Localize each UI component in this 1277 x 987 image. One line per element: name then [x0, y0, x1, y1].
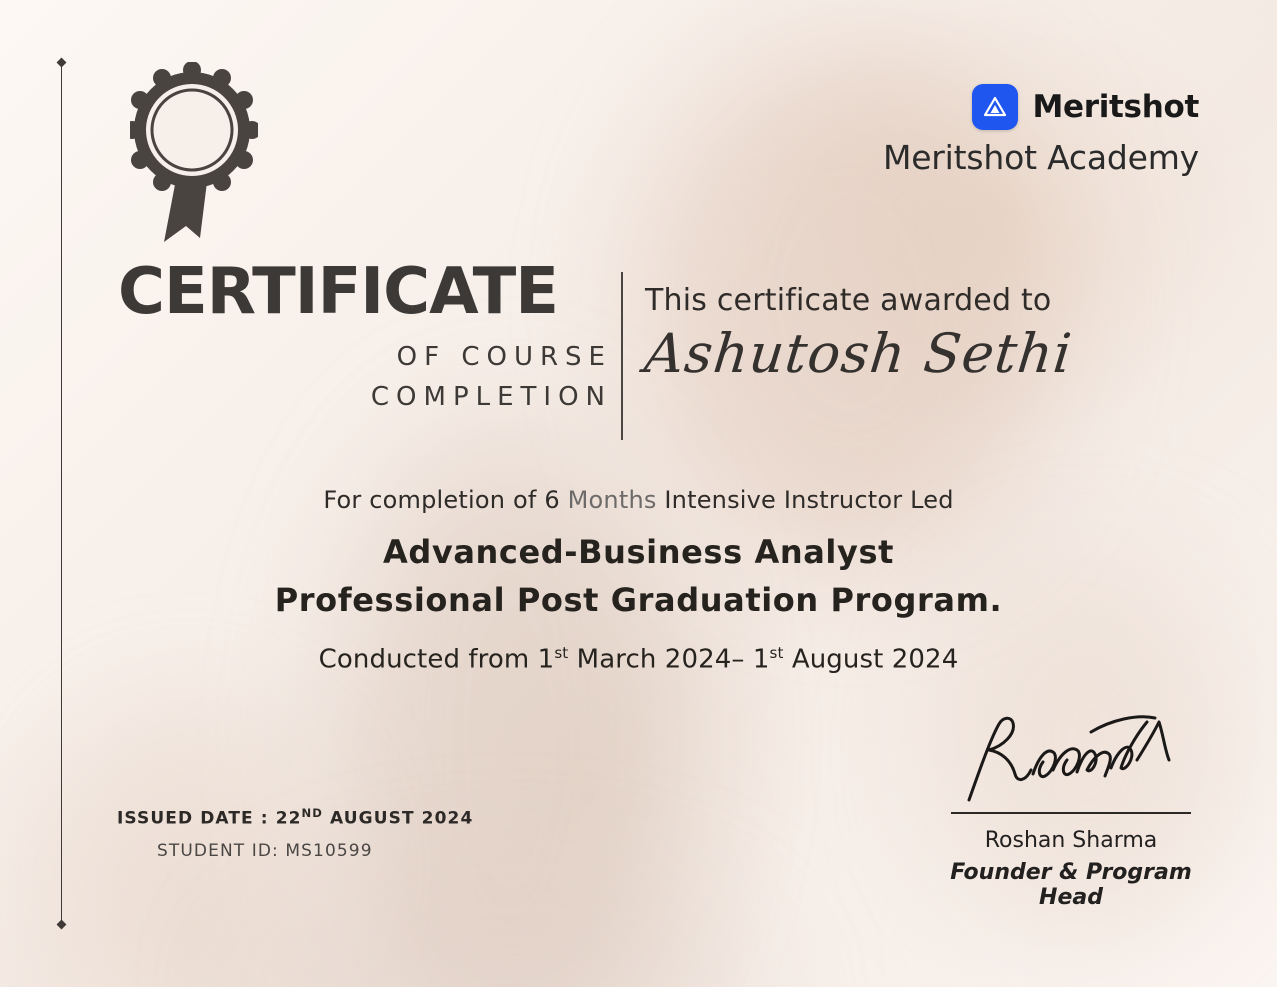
diamond-cap-icon	[57, 920, 67, 930]
title-divider	[621, 272, 623, 440]
signatory-name: Roshan Sharma	[984, 828, 1158, 853]
completion-statement-prefix: For completion of 6	[323, 486, 568, 514]
certificate-subtitle-line1: OF COURSE	[396, 341, 612, 372]
student-id: STUDENT ID: MS10599	[157, 840, 373, 861]
award-rosette-icon	[130, 62, 258, 247]
course-title-line-1: Advanced-Business Analyst	[383, 533, 894, 571]
issue-info-block	[117, 806, 473, 861]
certificate-subtitle-line2: COMPLETION	[370, 382, 612, 413]
issued-date-ordinal: ND	[301, 806, 323, 820]
course-dates-ordinal-1: st	[554, 644, 569, 662]
issued-date	[117, 806, 473, 829]
course-dates	[0, 644, 1277, 675]
meritshot-triangle-logo-icon	[972, 84, 1018, 130]
brand-block	[883, 84, 1199, 177]
course-dates-prefix: Conducted from 1	[318, 644, 555, 675]
completion-statement	[0, 486, 1277, 514]
course-dates-middle: March 2024– 1	[568, 644, 770, 675]
issued-date-prefix: ISSUED DATE : 22	[117, 808, 302, 829]
certificate-body	[0, 486, 1277, 675]
issued-date-suffix: AUGUST 2024	[323, 808, 474, 829]
awarded-to-label: This certificate awarded to	[645, 283, 1052, 318]
recipient-name: Ashutosh Sethi	[641, 322, 1076, 385]
completion-statement-suffix: Intensive Instructor Led	[656, 486, 954, 514]
course-title-line-2: Professional Post Graduation Program.	[274, 581, 1003, 619]
roshan-signature-icon	[921, 708, 1221, 808]
certificate-title-block	[118, 255, 618, 417]
certificate-subtitle	[118, 337, 618, 418]
brand-row	[883, 84, 1199, 130]
signature-block	[921, 708, 1221, 910]
completion-statement-duration: Months	[567, 486, 657, 514]
background-blur-shape	[250, 880, 770, 987]
signatory-role: Founder & Program Head	[950, 860, 1192, 910]
academy-name: Meritshot Academy	[882, 138, 1199, 177]
course-dates-ordinal-2: st	[769, 644, 784, 662]
diamond-cap-icon	[57, 58, 67, 68]
course-dates-suffix: August 2024	[783, 644, 959, 675]
page-title: CERTIFICATE	[118, 255, 558, 329]
signature-rule	[951, 812, 1191, 814]
brand-name: Meritshot	[1032, 89, 1199, 125]
awarded-to-block	[641, 283, 1205, 385]
